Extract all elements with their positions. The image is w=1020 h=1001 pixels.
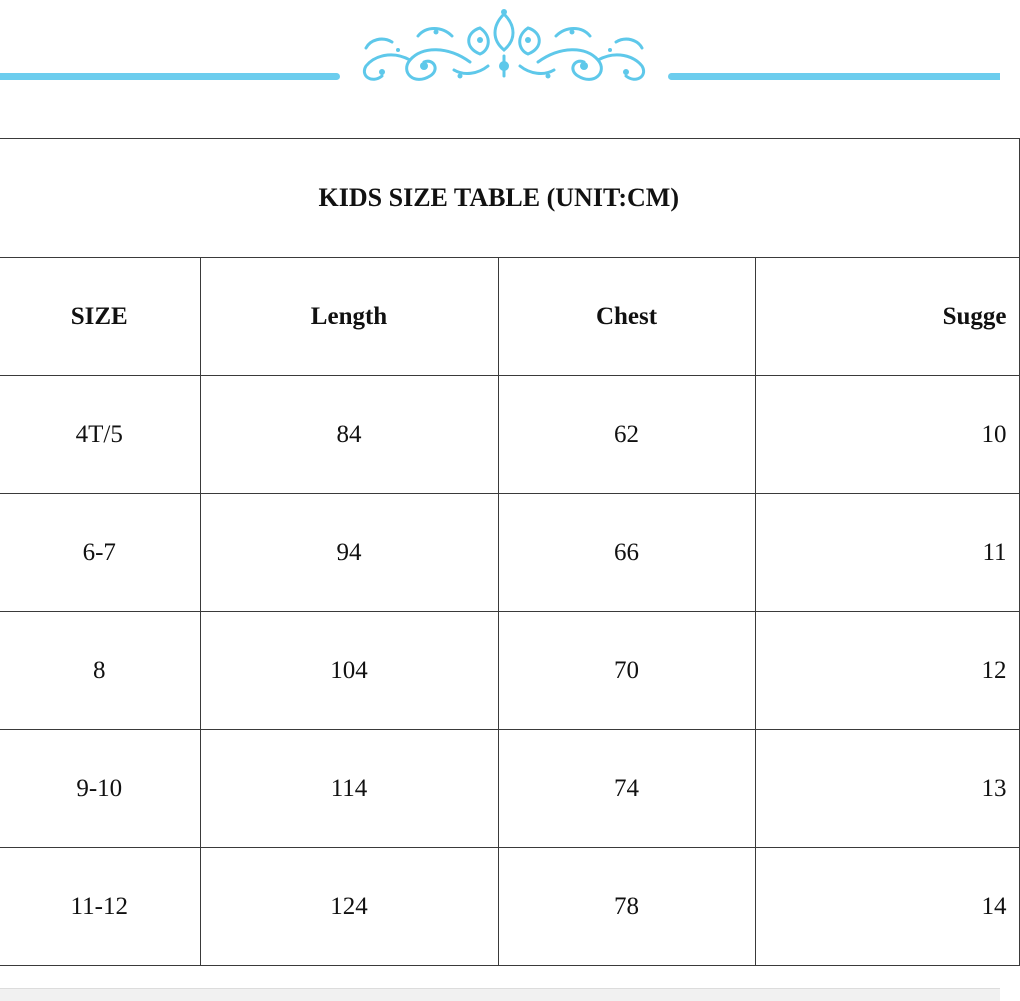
- size-cell: 8: [0, 612, 200, 730]
- chest-cell: 62: [498, 376, 755, 494]
- table-row: [0, 848, 1019, 966]
- suggested-cell: 14: [755, 848, 1019, 966]
- size-cell: 11-12: [0, 848, 200, 966]
- kids-size-table: [0, 138, 1020, 966]
- column-header-chest: Chest: [498, 258, 755, 376]
- column-header-suggested: Sugge: [755, 258, 1019, 376]
- bottom-edge-strip: [0, 988, 1000, 1001]
- length-cell: 84: [200, 376, 498, 494]
- chest-cell: 70: [498, 612, 755, 730]
- table-header-row: [0, 258, 1019, 376]
- suggested-cell: 10: [755, 376, 1019, 494]
- suggested-cell: 11: [755, 494, 1019, 612]
- header-rule-left: [0, 73, 340, 80]
- size-cell: 6-7: [0, 494, 200, 612]
- ornamental-header: [0, 0, 1000, 110]
- size-cell: 4T/5: [0, 376, 200, 494]
- table-row: [0, 376, 1019, 494]
- column-header-size: SIZE: [0, 258, 200, 376]
- floral-crown-flourish-icon: [352, 6, 656, 90]
- suggested-cell: 12: [755, 612, 1019, 730]
- table-row: [0, 730, 1019, 848]
- suggested-cell: 13: [755, 730, 1019, 848]
- chest-cell: 74: [498, 730, 755, 848]
- column-header-length: Length: [200, 258, 498, 376]
- chest-cell: 78: [498, 848, 755, 966]
- table-title: KIDS SIZE TABLE (UNIT:CM): [0, 139, 1019, 258]
- table-title-row: [0, 139, 1019, 258]
- chest-cell: 66: [498, 494, 755, 612]
- table-row: [0, 612, 1019, 730]
- length-cell: 104: [200, 612, 498, 730]
- length-cell: 124: [200, 848, 498, 966]
- length-cell: 94: [200, 494, 498, 612]
- header-rule-right: [668, 73, 1000, 80]
- size-cell: 9-10: [0, 730, 200, 848]
- table-row: [0, 494, 1019, 612]
- length-cell: 114: [200, 730, 498, 848]
